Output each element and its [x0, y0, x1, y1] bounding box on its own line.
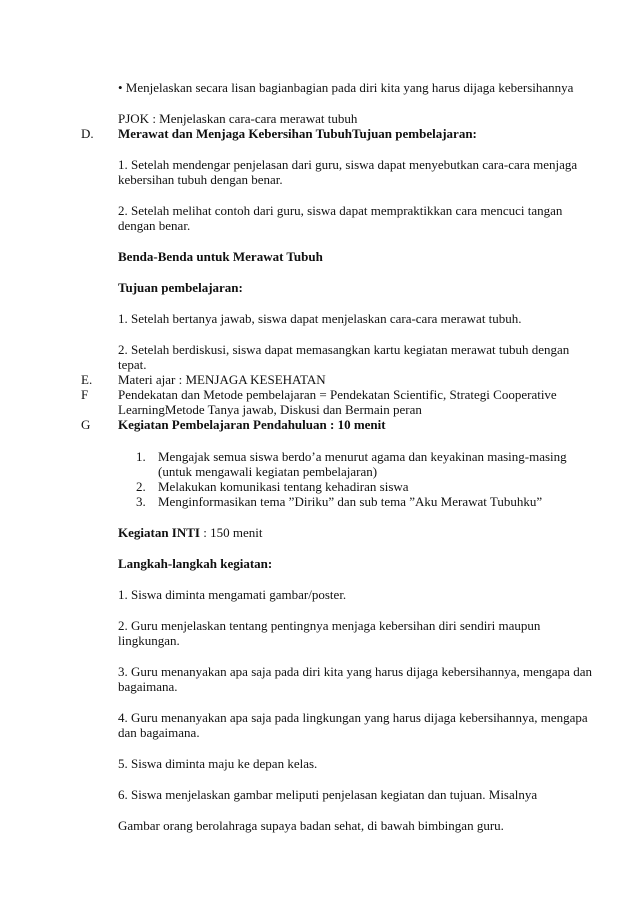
inti-duration: : 150 menit — [199, 525, 263, 540]
section-f-marker: F — [81, 387, 89, 402]
step-2-line-1: 2. Guru menjelaskan tentang pentingnya menjaga kebersihan diri sendiri maupun — [118, 618, 541, 633]
objective-2-line-2: dengan benar. — [118, 218, 191, 233]
section-e-marker: E. — [81, 372, 93, 387]
sub-heading-benda: Benda-Benda untuk Merawat Tubuh — [118, 249, 323, 264]
step-6-line: 6. Siswa menjelaskan gambar meliputi penjelasan kegiatan dan tujuan. Misalnya — [118, 787, 538, 802]
section-e-text: Materi ajar : MENJAGA KESEHATAN — [118, 372, 326, 387]
step-2-line-2: lingkungan. — [118, 633, 180, 648]
inti-label: Kegiatan INTI — [118, 525, 200, 540]
list-item-3-line: Menginformasikan tema ”Diriku” dan sub tema ”Aku Merawat Tubuhku” — [158, 494, 543, 509]
list-item-2-line: Melakukan komunikasi tentang kehadiran siswa — [158, 479, 409, 494]
step-4-line-2: dan bagaimana. — [118, 725, 200, 740]
step-1-line: 1. Siswa diminta mengamati gambar/poster. — [118, 587, 347, 602]
objective-1-line-2: kebersihan tubuh dengan benar. — [118, 172, 283, 187]
section-f-line-2: LearningMetode Tanya jawab, Diskusi dan Bermain peran — [118, 402, 422, 417]
step-3-line-1: 3. Guru menanyakan apa saja pada diri kita yang harus dijaga kebersihannya, mengapa dan — [118, 664, 592, 679]
objective-2-line-1: 2. Setelah melihat contoh dari guru, siswa dapat mempraktikkan cara mencuci tangan — [118, 203, 563, 218]
objective-4-line-2: tepat. — [118, 357, 147, 372]
langkah-heading: Langkah-langkah kegiatan: — [118, 556, 273, 571]
list-item-1-number: 1. — [136, 449, 146, 464]
pjok-line: PJOK : Menjelaskan cara-cara merawat tubuh — [118, 111, 358, 126]
objective-1-line-1: 1. Setelah mendengar penjelasan dari guru, siswa dapat menyebutkan cara-cara menjaga — [118, 157, 578, 172]
section-d-marker: D. — [81, 126, 94, 141]
step-4-line-1: 4. Guru menanyakan apa saja pada lingkungan yang harus dijaga kebersihannya, mengapa — [118, 710, 588, 725]
closing-line: Gambar orang berolahraga supaya badan sehat, di bawah bimbingan guru. — [118, 818, 504, 833]
section-d-heading: Merawat dan Menjaga Kebersihan TubuhTujuan pembelajaran: — [118, 126, 477, 141]
section-f-line-1: Pendekatan dan Metode pembelajaran = Pendekatan Scientific, Strategi Cooperative — [118, 387, 557, 402]
list-item-1-line-2: (untuk mengawali kegiatan pembelajaran) — [158, 464, 378, 479]
list-item-2-number: 2. — [136, 479, 146, 494]
list-item-1-line-1: Mengajak semua siswa berdo’a menurut agama dan keyakinan masing-masing — [158, 449, 567, 464]
section-g-marker: G — [81, 417, 91, 432]
step-5-line: 5. Siswa diminta maju ke depan kelas. — [118, 756, 318, 771]
step-3-line-2: bagaimana. — [118, 679, 178, 694]
objective-4-line-1: 2. Setelah berdiskusi, siswa dapat memasangkan kartu kegiatan merawat tubuh dengan — [118, 342, 570, 357]
bullet-line: • Menjelaskan secara lisan bagianbagian pada diri kita yang harus dijaga kebersihannya — [118, 80, 574, 95]
section-g-heading: Kegiatan Pembelajaran Pendahuluan : 10 menit — [118, 417, 386, 432]
objective-3-line: 1. Setelah bertanya jawab, siswa dapat menjelaskan cara-cara merawat tubuh. — [118, 311, 522, 326]
inti-line — [118, 525, 262, 540]
tujuan-heading: Tujuan pembelajaran: — [118, 280, 243, 295]
list-item-3-number: 3. — [136, 494, 146, 509]
